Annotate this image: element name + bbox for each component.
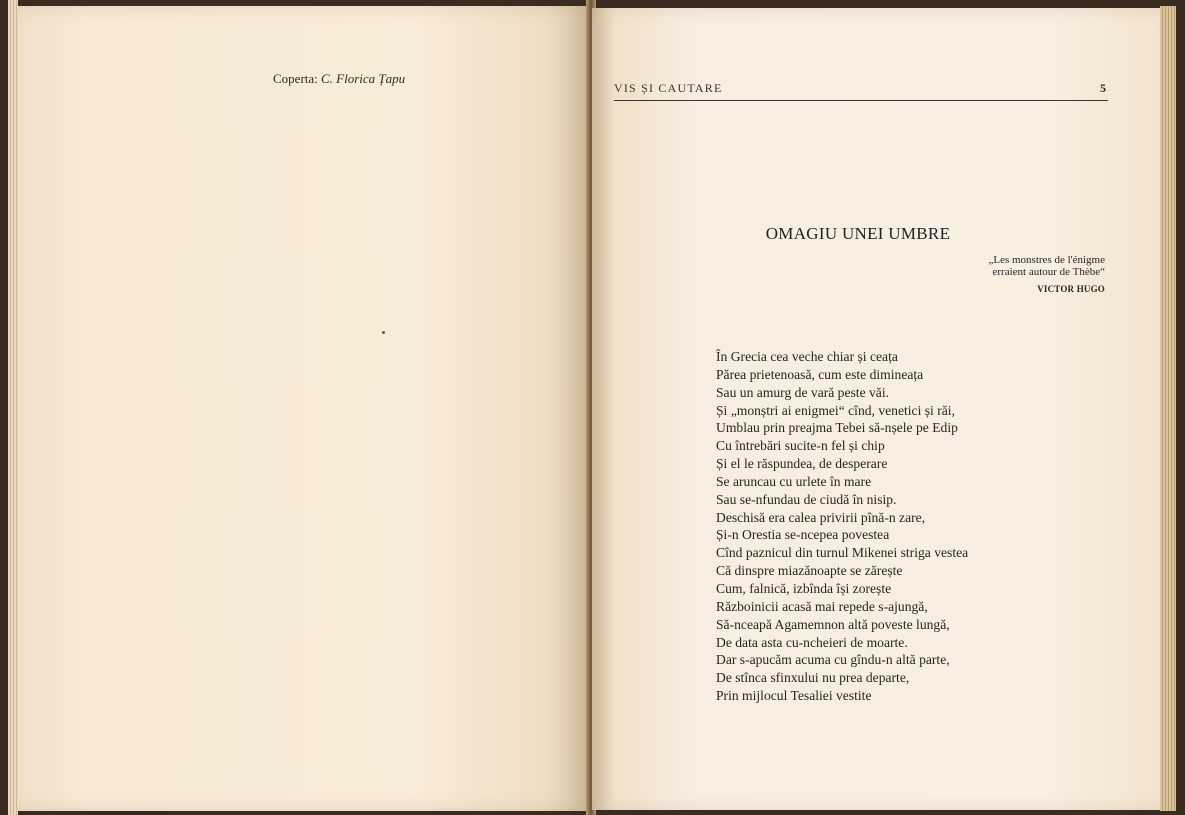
- page-number: 5: [1100, 81, 1106, 95]
- verse-line: Umblau prin preajma Tebei să-nșele pe Edip: [716, 420, 958, 436]
- verse-line: De data asta cu-ncheieri de moarte.: [716, 634, 908, 650]
- verse-line: Părea prietenoasă, cum este dimineața: [716, 366, 924, 382]
- verse-line: Deschisă era calea privirii pînă-n zare,: [716, 509, 926, 525]
- verse-line: Sau un amurg de vară peste văi.: [716, 384, 890, 400]
- verse-line: Să-nceapă Agamemnon altă poveste lungă,: [716, 616, 950, 632]
- right-page-edges: [1160, 6, 1176, 811]
- epigraph-line: erraient autour de Thèbe“: [992, 266, 1105, 278]
- verse-line: De stînca sfinxului nu prea departe,: [716, 670, 910, 686]
- verse-line: Prin mijlocul Tesaliei vestite: [716, 688, 872, 704]
- ink-speck: [382, 331, 385, 334]
- verse-line: Cu întrebări sucite-n fel și chip: [716, 438, 885, 454]
- verse-line: În Grecia cea veche chiar și ceața: [716, 349, 898, 364]
- poem-text: [716, 348, 1046, 705]
- running-title: VIS ȘI CAUTARE: [614, 81, 723, 95]
- verse-line: Sau se-nfundau de ciudă în nisip.: [716, 491, 897, 507]
- epigraph: [900, 254, 1105, 295]
- epigraph-author: VICTOR HUGO: [1037, 284, 1105, 294]
- left-page: [14, 6, 590, 811]
- verse-line: Că dinspre miazănoapte se zărește: [716, 563, 903, 579]
- verse-line: Războinicii acasă mai repede s-ajungă,: [716, 598, 928, 614]
- verse-line: Se aruncau cu urlete în mare: [716, 473, 872, 489]
- epigraph-line: „Les monstres de l'énigme: [988, 254, 1105, 266]
- cover-credit: [273, 71, 405, 87]
- poem-title: OMAGIU UNEI UMBRE: [765, 224, 951, 243]
- verse-line: Cînd paznicul din turnul Mikenei striga vestea: [716, 545, 969, 561]
- verse-line: Și-n Orestia se-ncepea povestea: [716, 527, 890, 543]
- running-header: [614, 80, 1108, 101]
- verse-line: Cum, falnică, izbînda își zorește: [716, 580, 892, 596]
- verse-line: Dar s-apucăm acuma cu gîndu-n altă parte,: [716, 652, 950, 668]
- credit-name: C. Florica Țapu: [321, 71, 406, 86]
- verse-line: Și „monștri ai enigmei“ cînd, venetici și răi,: [716, 402, 955, 418]
- credit-label: Coperta:: [273, 71, 318, 86]
- left-page-edges: [8, 0, 18, 815]
- verse-line: Și el le răspundea, de desperare: [716, 456, 888, 472]
